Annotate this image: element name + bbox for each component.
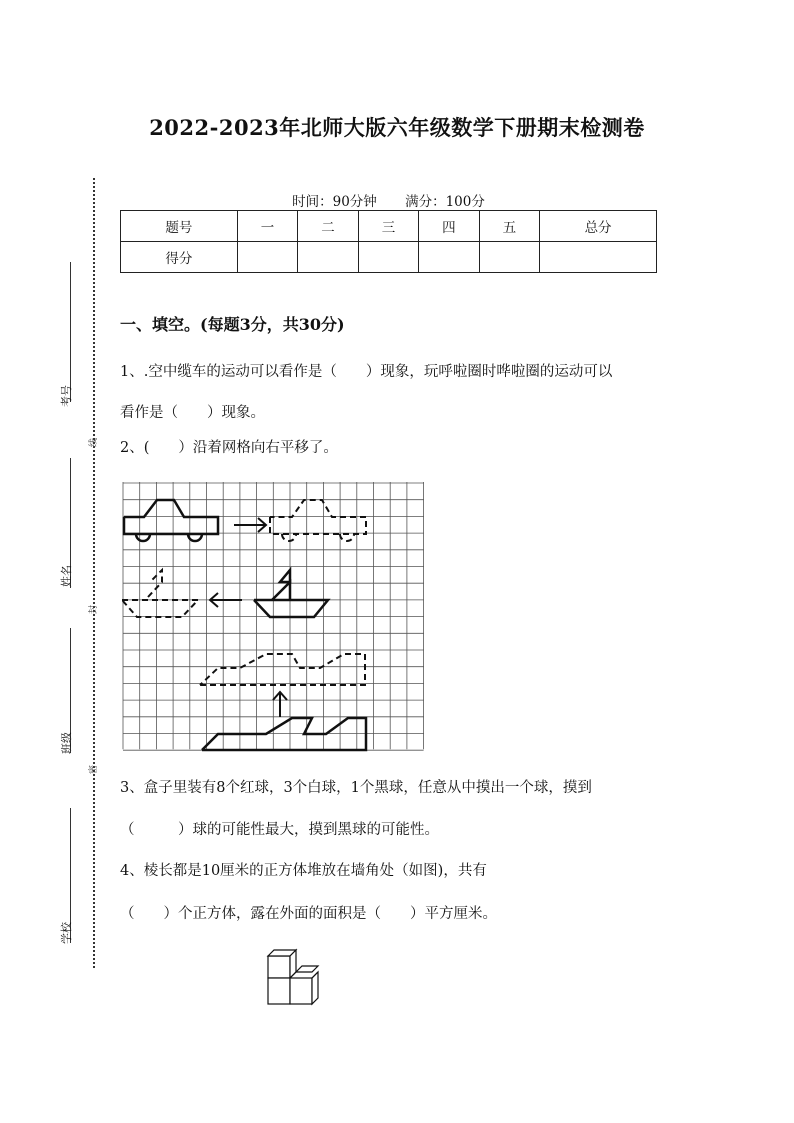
question-2: 2、( ）沿着网格向右平移了。	[120, 440, 338, 456]
exam-full-score: 满分：100分	[405, 194, 485, 210]
question-3-line-1: 3、盒子里装有8个红球，3个白球，1个黑球，任意从中摸出一个球，摸到	[120, 780, 592, 796]
score-cell[interactable]	[419, 242, 479, 273]
question-1-line-2: 看作是（ ）现象。	[120, 405, 265, 421]
translation-grid-figure	[122, 482, 424, 754]
page-title: 2022-2023年北师大版六年级数学下册期末检测卷	[149, 115, 645, 140]
car-dashed-shape	[270, 500, 366, 541]
exam-number-line	[70, 262, 71, 402]
header-cell: 二	[298, 211, 358, 242]
binding-mark-line: 线	[89, 437, 100, 448]
boat-dashed-shape	[122, 570, 198, 617]
car-shape	[124, 500, 218, 541]
score-table	[120, 210, 657, 273]
header-cell: 四	[419, 211, 479, 242]
section-1-heading: 一、填空。(每题3分，共30分)	[120, 315, 345, 334]
header-cell: 三	[358, 211, 418, 242]
score-cell[interactable]	[237, 242, 297, 273]
right-arrow	[234, 518, 266, 532]
truck-shape	[202, 718, 366, 750]
exam-info	[120, 190, 657, 210]
binding-mark-secret: 密	[89, 764, 100, 775]
score-cell[interactable]	[540, 242, 657, 273]
stacked-cubes-figure	[262, 944, 322, 1008]
score-cell[interactable]	[298, 242, 358, 273]
score-table-header-row	[121, 211, 657, 242]
left-arrow	[210, 593, 242, 607]
score-cell[interactable]	[479, 242, 539, 273]
header-cell: 一	[237, 211, 297, 242]
exam-number-label: 考号	[60, 385, 73, 407]
score-row-label: 得分	[121, 242, 238, 273]
binding-mark-seal: 封	[89, 604, 100, 615]
question-3-line-2: （ ）球的可能性最大，摸到黑球的可能性。	[120, 822, 439, 838]
exam-time: 时间：90分钟	[292, 194, 377, 210]
up-arrow	[273, 692, 287, 717]
class-label: 班级	[60, 732, 73, 754]
header-cell: 总分	[540, 211, 657, 242]
score-cell[interactable]	[358, 242, 418, 273]
question-1-line-1: 1、.空中缆车的运动可以看作是（ ）现象，玩呼啦圈时哗啦圈的运动可以	[120, 364, 613, 380]
boat-shape	[254, 570, 328, 617]
binding-dotted-line	[93, 178, 95, 968]
question-4-line-2: （ ）个正方体，露在外面的面积是（ ）平方厘米。	[120, 906, 497, 922]
score-table-score-row	[121, 242, 657, 273]
header-cell: 五	[479, 211, 539, 242]
question-4-line-1: 4、棱长都是10厘米的正方体堆放在墙角处（如图)，共有	[120, 863, 487, 879]
header-cell: 题号	[121, 211, 238, 242]
name-label: 姓名	[60, 565, 73, 587]
school-label: 学校	[60, 922, 73, 944]
